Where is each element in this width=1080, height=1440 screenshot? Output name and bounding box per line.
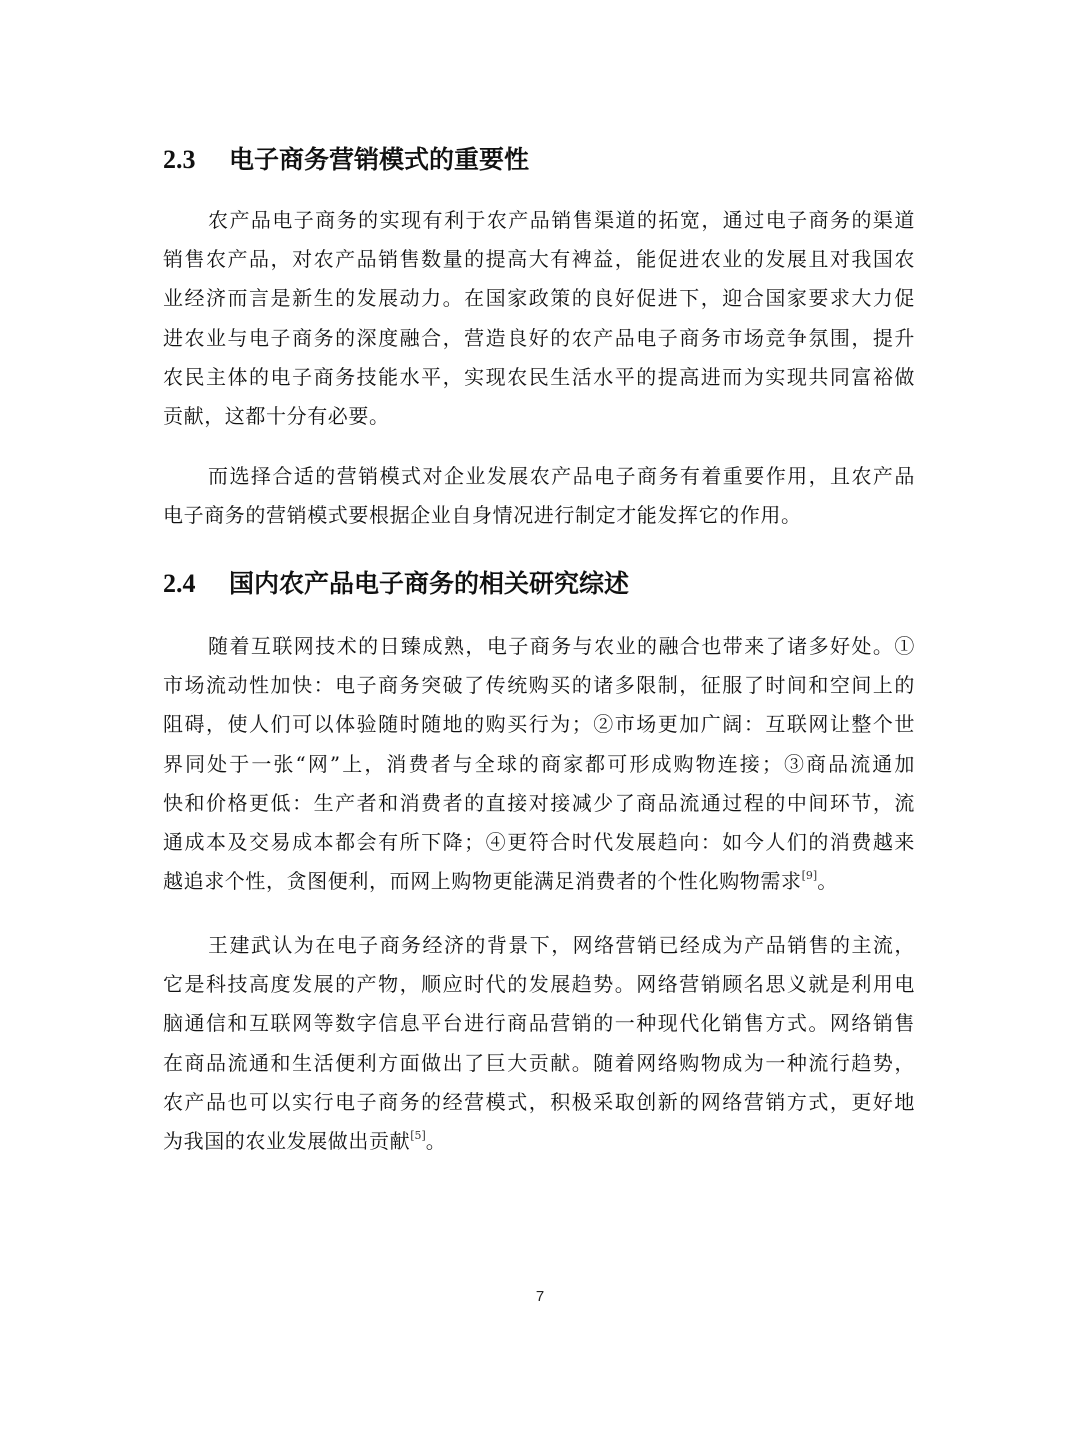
citation-reference: [9] bbox=[801, 869, 818, 883]
paragraph-line: 贡献，这都十分有必要。 bbox=[163, 404, 390, 429]
page-number: 7 bbox=[535, 1288, 545, 1305]
paragraph-line: 它是科技高度发展的产物，顺应时代的发展趋势。网络营销顾名思义就是利用电 bbox=[163, 972, 915, 997]
section-heading-2-4 bbox=[163, 566, 923, 602]
paragraph-line: 业经济而言是新生的发展动力。在国家政策的良好促进下，迎合国家要求大力促 bbox=[163, 286, 915, 311]
paragraph-line: 在商品流通和生活便利方面做出了巨大贡献。随着网络购物成为一种流行趋势， bbox=[163, 1050, 915, 1075]
paragraph-line: 销售农产品，对农产品销售数量的提高大有裨益，能促进农业的发展且对我国农 bbox=[163, 247, 915, 272]
paragraph-line-with-citation bbox=[163, 862, 915, 901]
paragraph bbox=[163, 457, 915, 535]
section-heading-2-3 bbox=[163, 142, 923, 178]
paragraph-line: 市场流动性加快：电子商务突破了传统购买的诸多限制，征服了时间和空间上的 bbox=[163, 673, 915, 698]
sentence-ending: 。 bbox=[817, 869, 838, 894]
paragraph-line: 农民主体的电子商务技能水平，实现农民生活水平的提高进而为实现共同富裕做 bbox=[163, 364, 915, 389]
paragraph-line: 脑通信和互联网等数字信息平台进行商品营销的一种现代化销售方式。网络销售 bbox=[163, 1011, 915, 1036]
paragraph-line: 阻碍，使人们可以体验随时随地的购买行为；②市场更加广阔：互联网让整个世 bbox=[163, 712, 915, 737]
paragraph bbox=[163, 926, 915, 1161]
paragraph-line: 而选择合适的营销模式对企业发展农产品电子商务有着重要作用，且农产品 bbox=[208, 464, 915, 488]
sentence-ending: 。 bbox=[425, 1129, 447, 1154]
paragraph-line-text: 为我国的农业发展做出贡献 bbox=[163, 1129, 411, 1154]
paragraph-line: 电子商务的营销模式要根据企业自身情况进行制定才能发挥它的作用。 bbox=[163, 503, 802, 528]
paragraph bbox=[163, 201, 915, 436]
section-number: 2.4 bbox=[163, 569, 196, 598]
section-title: 电子商务营销模式的重要性 bbox=[229, 145, 530, 174]
paragraph-line: 进农业与电子商务的深度融合，营造良好的农产品电子商务市场竞争氛围，提升 bbox=[163, 325, 915, 350]
paragraph-line: 随着互联网技术的日臻成熟，电子商务与农业的融合也带来了诸多好处。① bbox=[208, 634, 915, 658]
paragraph-line-text: 越追求个性，贪图便利，而网上购物更能满足消费者的个性化购物需求 bbox=[163, 869, 802, 894]
paragraph bbox=[163, 627, 915, 901]
paragraph-line: 农产品也可以实行电子商务的经营模式，积极采取创新的网络营销方式，更好地 bbox=[163, 1089, 915, 1114]
section-title: 国内农产品电子商务的相关研究综述 bbox=[229, 569, 630, 598]
paragraph-line: 界同处于一张“网”上，消费者与全球的商家都可形成购物连接；③商品流通加 bbox=[163, 751, 915, 776]
paragraph-line: 王建武认为在电子商务经济的背景下，网络营销已经成为产品销售的主流， bbox=[208, 933, 915, 957]
paragraph-line: 通成本及交易成本都会有所下降；④更符合时代发展趋向：如今人们的消费越来 bbox=[163, 830, 915, 855]
paragraph-line-with-citation bbox=[163, 1122, 915, 1161]
paragraph-line: 农产品电子商务的实现有利于农产品销售渠道的拓宽，通过电子商务的渠道 bbox=[208, 208, 915, 232]
paragraph-line: 快和价格更低：生产者和消费者的直接对接减少了商品流通过程的中间环节，流 bbox=[163, 790, 915, 815]
section-number: 2.3 bbox=[163, 145, 196, 174]
citation-reference: [5] bbox=[410, 1129, 426, 1143]
